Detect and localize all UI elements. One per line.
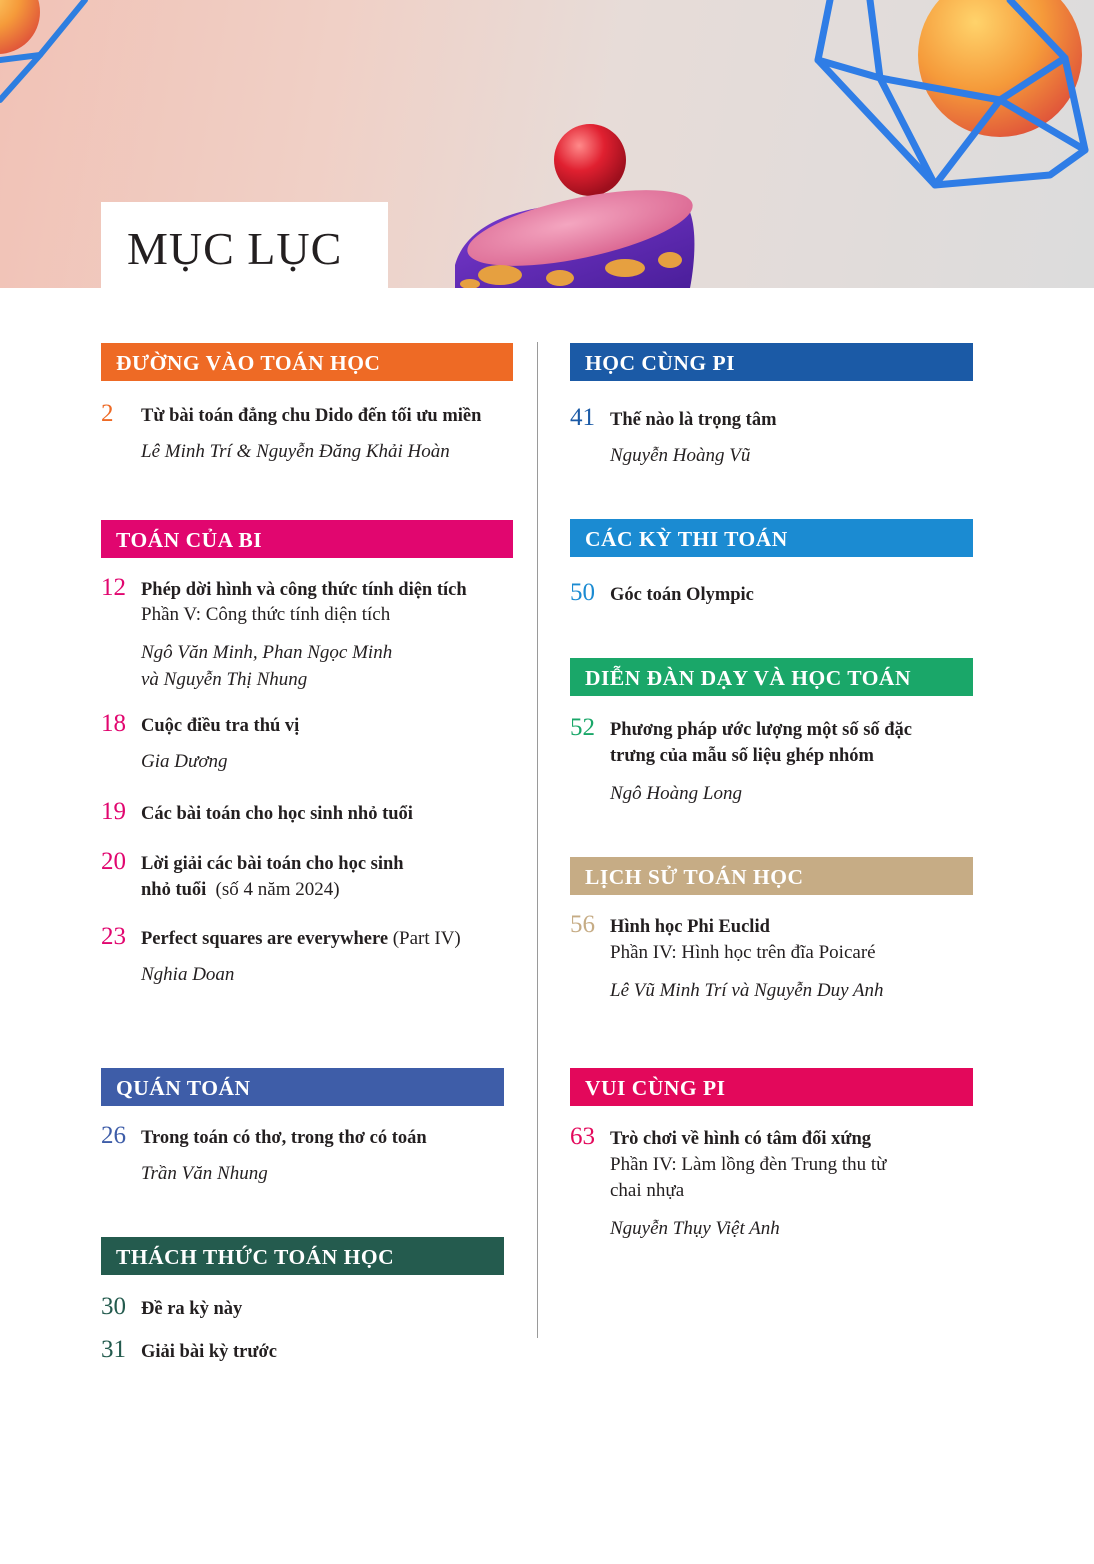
toc-entry[interactable]	[101, 849, 531, 905]
article-title: Trò chơi về hình có tâm đối xứng	[610, 1129, 872, 1149]
page-number: 18	[101, 710, 126, 737]
article-note: (số 4 năm 2024)	[215, 879, 340, 900]
toc-entry[interactable]	[570, 715, 1000, 811]
page-number: 20	[101, 848, 126, 875]
page-number: 52	[570, 714, 595, 741]
toc-entry[interactable]	[570, 1124, 1000, 1246]
article-title: Trong toán có thơ, trong thơ có toán	[141, 1128, 427, 1148]
section-cac-ky-thi-toan: CÁC KỲ THI TOÁN	[570, 519, 973, 557]
toc-entry[interactable]	[570, 912, 1000, 1008]
article-author: Nghia Doan	[141, 964, 235, 985]
article-title: Hình học Phi Euclid	[610, 917, 770, 937]
article-title: Các bài toán cho học sinh nhỏ tuổi	[141, 804, 413, 824]
article-author: Trần Văn Nhung	[141, 1163, 268, 1184]
page-number: 19	[101, 798, 126, 825]
article-title: Phép dời hình và công thức tính diện tích	[141, 580, 467, 600]
toc-entry[interactable]	[570, 405, 1000, 475]
article-subtitle: Phần V: Công thức tính diện tích	[141, 604, 391, 625]
page-number: 50	[570, 579, 595, 606]
article-author: Gia Dương	[141, 751, 228, 772]
toc-entry[interactable]	[101, 924, 531, 994]
article-title-line2: trưng của mẫu số liệu ghép nhóm	[610, 746, 874, 766]
article-title: Perfect squares are everywhere	[141, 929, 389, 949]
article-subtitle-line2: chai nhựa	[610, 1180, 685, 1201]
article-author: Ngô Văn Minh, Phan Ngọc Minh	[141, 642, 393, 663]
article-author: Nguyễn Hoàng Vũ	[610, 445, 751, 466]
section-toan-cua-bi: TOÁN CỦA BI	[101, 520, 513, 558]
page-number: 26	[101, 1122, 126, 1149]
page-title: MỤC LỤC	[127, 223, 343, 274]
page-number: 41	[570, 404, 595, 431]
page-title-box	[101, 202, 388, 288]
article-title: Đề ra kỳ này	[141, 1299, 243, 1319]
article-title: Thế nào là trọng tâm	[610, 410, 777, 430]
section-lich-su-toan-hoc: LỊCH SỬ TOÁN HỌC	[570, 857, 973, 895]
section-duong-vao-toan-hoc: ĐƯỜNG VÀO TOÁN HỌC	[101, 343, 513, 381]
page-number: 30	[101, 1293, 126, 1320]
article-title-continued	[141, 877, 531, 903]
header-illustration	[0, 0, 1094, 288]
page-number: 12	[101, 574, 126, 601]
article-author: Lê Vũ Minh Trí và Nguyễn Duy Anh	[610, 980, 884, 1001]
article-subtitle: Phần IV: Hình học trên đĩa Poicaré	[610, 942, 876, 963]
article-author: và Nguyễn Thị Nhung	[141, 669, 308, 690]
toc-entry[interactable]	[101, 1337, 531, 1367]
page-number: 23	[101, 923, 126, 950]
toc-entry[interactable]	[101, 575, 531, 695]
article-title-row	[141, 926, 541, 952]
toc-entry[interactable]	[570, 580, 1000, 610]
article-title: Từ bài toán đẳng chu Dido đến tối ưu miền	[141, 406, 482, 426]
orange-sphere-right	[918, 0, 1082, 137]
article-title: Lời giải các bài toán cho học sinh	[141, 854, 404, 874]
section-dien-dan-day-va-hoc-toan: DIỄN ĐÀN DẠY VÀ HỌC TOÁN	[570, 658, 973, 696]
orange-sphere-left	[0, 0, 40, 54]
toc-entry[interactable]	[101, 799, 531, 829]
article-title: Giải bài kỳ trước	[141, 1342, 277, 1362]
article-note: (Part IV)	[392, 928, 461, 949]
article-author: Lê Minh Trí & Nguyễn Đăng Khải Hoàn	[141, 441, 450, 462]
toc-entry[interactable]	[101, 1123, 531, 1193]
article-author: Ngô Hoàng Long	[610, 783, 742, 804]
article-title-line2: nhỏ tuổi	[141, 880, 207, 900]
page-number: 56	[570, 911, 595, 938]
section-thach-thuc-toan-hoc: THÁCH THỨC TOÁN HỌC	[101, 1237, 504, 1275]
red-sphere	[554, 124, 626, 196]
page-number: 63	[570, 1123, 595, 1150]
article-title: Cuộc điều tra thú vị	[141, 716, 300, 736]
section-vui-cung-pi: VUI CÙNG PI	[570, 1068, 973, 1106]
toc-entry[interactable]	[101, 401, 531, 471]
section-hoc-cung-pi: HỌC CÙNG PI	[570, 343, 973, 381]
page-number: 31	[101, 1336, 126, 1363]
article-subtitle: Phần IV: Làm lồng đèn Trung thu từ	[610, 1154, 887, 1175]
article-title: Phương pháp ước lượng một số số đặc	[610, 720, 913, 740]
page-number: 2	[101, 400, 114, 427]
article-title: Góc toán Olympic	[610, 585, 754, 605]
column-divider	[537, 342, 538, 1338]
section-quan-toan: QUÁN TOÁN	[101, 1068, 504, 1106]
toc-entry[interactable]	[101, 711, 531, 781]
toc-entry[interactable]	[101, 1294, 531, 1324]
article-author: Nguyễn Thụy Việt Anh	[610, 1218, 780, 1239]
